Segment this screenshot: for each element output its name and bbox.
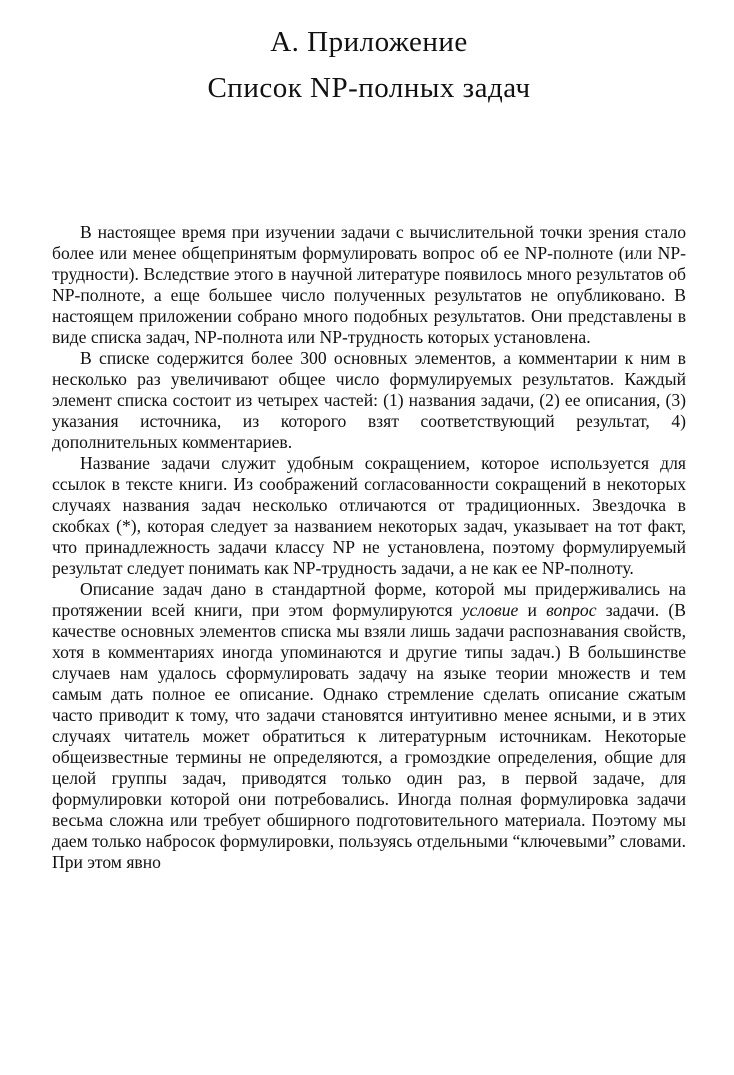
paragraph-list-structure: В списке содержится более 300 основных элементов, а комментарии к ним в несколько раз увеличивают общее число формулируемых результатов. Каждый элемент списка состоит из четырех частей: (1) названия задачи, (2) ее описания, (3) указания источника, из которого взят соответствующий результат, 4) дополнительных комментариев. (52, 348, 686, 452)
paragraph-text-middle: и (518, 600, 547, 620)
paragraph-problem-description (52, 579, 686, 873)
text-body (52, 222, 686, 873)
chapter-heading (52, 22, 686, 108)
paragraph-text-before: Описание задач дано в стандартной форме, которой мы придерживались на протяжении всей книги, при этом формулируются (52, 579, 686, 620)
emphasis-condition: условие (461, 600, 519, 620)
emphasis-question: вопрос (546, 600, 597, 620)
book-page (52, 22, 686, 873)
np-list-title: Список NP-полных задач (207, 72, 531, 104)
paragraph-problem-names: Название задачи служит удобным сокращением, которое используется для ссылок в тексте книги. Из соображений согласованности сокращений в некоторых случаях названия задач несколько отличаются от традиционных. Звездочка в скобках (*), которая следует за названием некоторых задач, указывает на тот факт, что принадлежность задачи классу NP не установлена, поэтому формулируемый результат следует понимать как NP-трудность задачи, а не как ее NP-полноту. (52, 453, 686, 578)
paragraph-intro: В настоящее время при изучении задачи с вычислительной точки зрения стало более или менее общепринятым формулировать вопрос об ее NP-полноте (или NP-трудности). Вследствие этого в научной литературе появилось много результатов об NP-полноте, а еще большее число полученных результатов не опубликовано. В настоящем приложении собрано много подобных результатов. Они представлены в виде списка задач, NP-полнота или NP-трудность которых установлена. (52, 222, 686, 347)
paragraph-text-after: задачи. (В качестве основных элементов списка мы взяли лишь задачи распознавания свойств, хотя в комментариях иногда упоминаются и другие типы задач.) В большинстве случаев нам удалось сформулировать задачу на языке теории множеств и тем самым дать полное ее описание. Однако стремление сделать описание сжатым часто приводит к тому, что задачи становятся интуитивно менее ясными, и в этих случаях читатель может обратиться к литературным источникам. Некоторые общеизвестные термины не определяются, а громоздкие определения, общие для целой группы задач, приводятся только один раз, в первой задаче, для формулировки которой они потребовались. Иногда полная формулировка задачи весьма сложна или требует обширного подготовительного материала. Поэтому мы даем только набросок формулировки, пользуясь отдельными “ключевыми” словами. При этом явно (52, 600, 686, 872)
appendix-title: А. Приложение (270, 26, 468, 58)
